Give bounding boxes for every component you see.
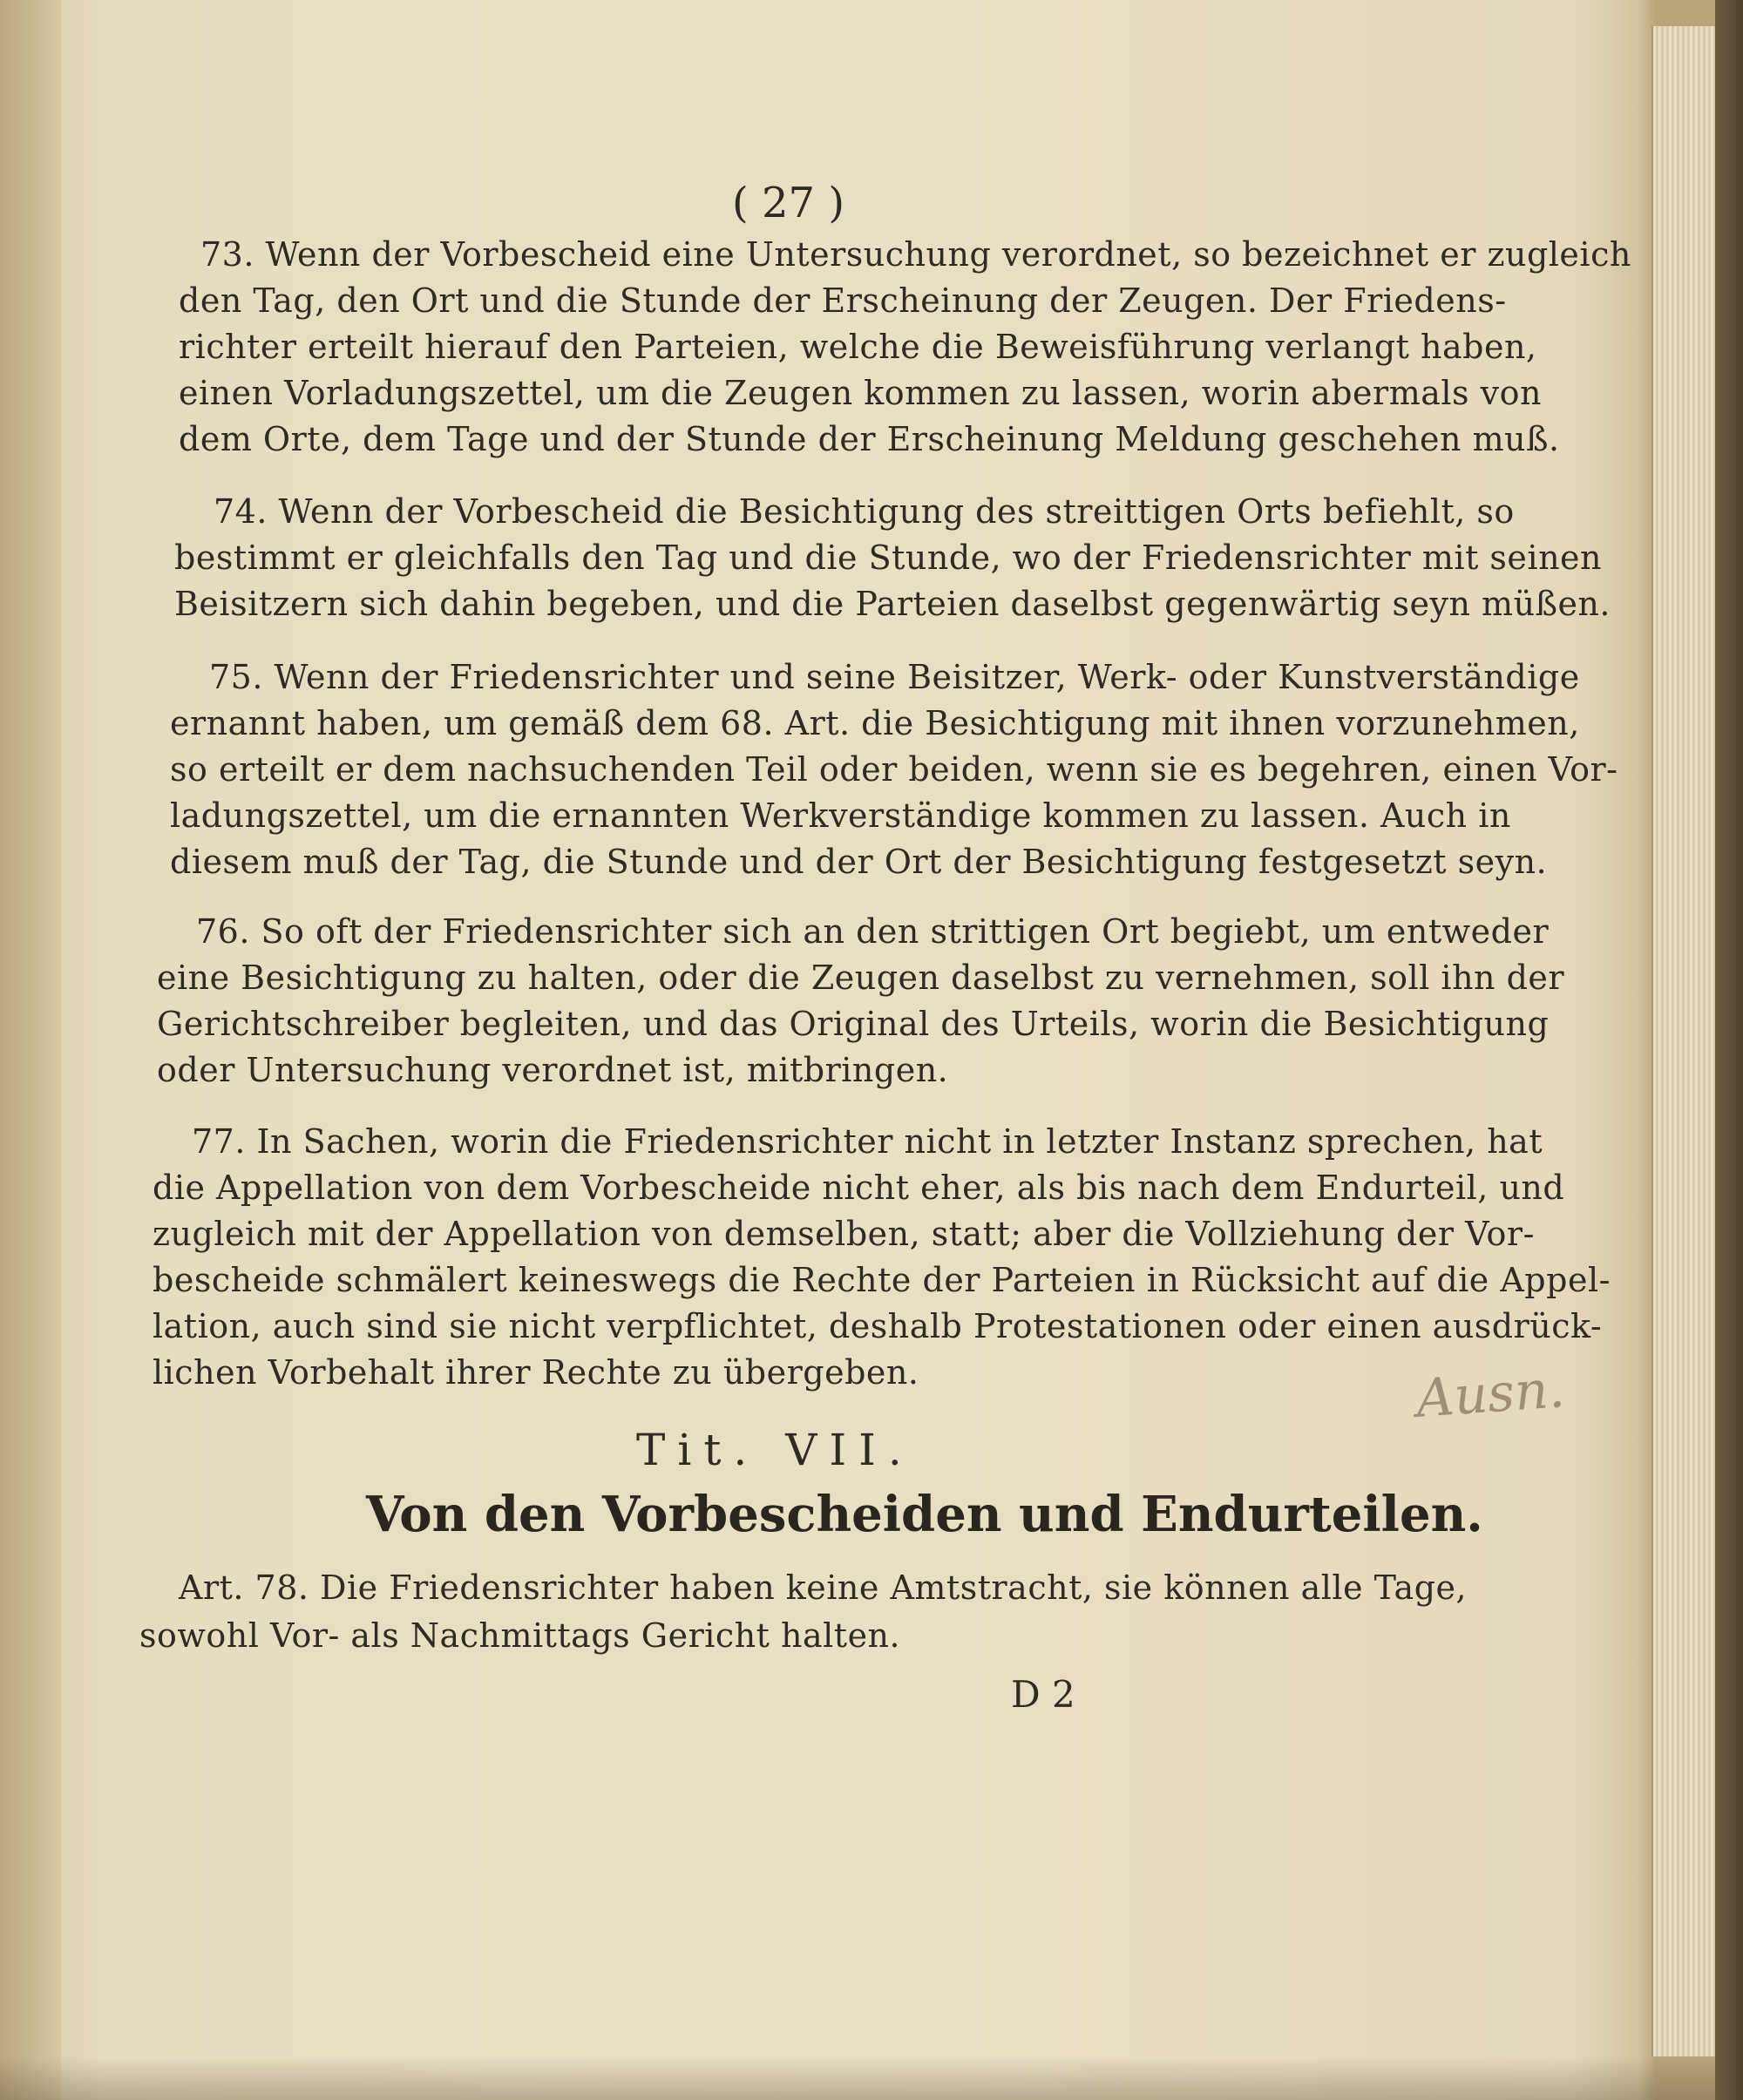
paragraph-77-line-1: 77. In Sachen, worin die Friedensrichter nicht in letzter Instanz sprechen, hat — [192, 1122, 1543, 1161]
article-78-line-1: Art. 78. Die Friedensrichter haben keine Amtstracht, sie können alle Tage, — [179, 1568, 1468, 1607]
paragraph-76-line-2: eine Besichtigung zu halten, oder die Zeugen daselbst zu vernehmen, soll ihn der — [157, 959, 1565, 997]
section-title: Tit. VII. — [636, 1425, 914, 1475]
section-heading: Von den Vorbescheiden und Endurteilen. — [366, 1486, 1483, 1543]
book-cover-edge — [1715, 0, 1743, 2100]
paragraph-73-line-4: einen Vorladungszettel, um die Zeugen kommen zu lassen, worin abermals von — [179, 374, 1542, 412]
page-edges — [1651, 26, 1719, 2056]
binding-gutter — [0, 0, 61, 2100]
paragraph-73-line-1: 73. Wenn der Vorbescheid eine Untersuchung verordnet, so bezeichnet er zugleich — [200, 235, 1631, 274]
handwritten-marginal-note: Ausn. — [1414, 1358, 1567, 1430]
paragraph-76-line-4: oder Untersuchung verordnet ist, mitbringen. — [157, 1051, 949, 1089]
paragraph-75-line-5: diesem muß der Tag, die Stunde und der Ort der Besichtigung festgesetzt seyn. — [170, 843, 1548, 881]
article-78-line-2: sowohl Vor- als Nachmittags Gericht halten. — [139, 1616, 901, 1655]
paragraph-74-line-2: bestimmt er gleichfalls den Tag und die Stunde, wo der Friedensrichter mit seinen — [174, 539, 1603, 577]
paragraph-73-line-3: richter erteilt hierauf den Parteien, welche die Beweisführung verlangt haben, — [179, 328, 1537, 366]
paragraph-77-line-6: lichen Vorbehalt ihrer Rechte zu übergeben. — [153, 1353, 919, 1392]
paragraph-75-line-3: so erteilt er dem nachsuchenden Teil oder beiden, wenn sie es begehren, einen Vor- — [170, 750, 1618, 789]
paragraph-74-line-1: 74. Wenn der Vorbescheid die Besichtigung des streittigen Orts befiehlt, so — [214, 492, 1515, 531]
signature-mark: D 2 — [1011, 1673, 1075, 1716]
paragraph-75-line-4: ladungszettel, um die ernannten Werkverständige kommen zu lassen. Auch in — [170, 796, 1511, 835]
paragraph-76-line-3: Gerichtschreiber begleiten, und das Original des Urteils, worin die Besichtigung — [157, 1005, 1550, 1043]
paragraph-75-line-1: 75. Wenn der Friedensrichter und seine Beisitzer, Werk- oder Kunstverständige — [209, 658, 1580, 696]
paragraph-73-line-2: den Tag, den Ort und die Stunde der Erscheinung der Zeugen. Der Friedens- — [179, 281, 1507, 320]
page-number: ( 27 ) — [732, 179, 845, 227]
paragraph-77-line-3: zugleich mit der Appellation von demselben, statt; aber die Vollziehung der Vor- — [153, 1215, 1535, 1253]
paragraph-77-line-4: bescheide schmälert keineswegs die Rechte der Parteien in Rücksicht auf die Appel- — [153, 1261, 1611, 1299]
bottom-shadow — [0, 2056, 1715, 2100]
paragraph-77-line-2: die Appellation von dem Vorbescheide nicht eher, als bis nach dem Endurteil, und — [153, 1169, 1565, 1207]
paragraph-76-line-1: 76. So oft der Friedensrichter sich an den strittigen Ort begiebt, um entweder — [196, 912, 1550, 951]
paragraph-77-line-5: lation, auch sind sie nicht verpflichtet, deshalb Protestationen oder einen ausdrück- — [153, 1307, 1603, 1345]
paragraph-73-line-5: dem Orte, dem Tage und der Stunde der Erscheinung Meldung geschehen muß. — [179, 420, 1560, 458]
paragraph-75-line-2: ernannt haben, um gemäß dem 68. Art. die Besichtigung mit ihnen vorzunehmen, — [170, 704, 1580, 742]
paragraph-74-line-3: Beisitzern sich dahin begeben, und die Parteien daselbst gegenwärtig seyn müßen. — [174, 585, 1611, 623]
